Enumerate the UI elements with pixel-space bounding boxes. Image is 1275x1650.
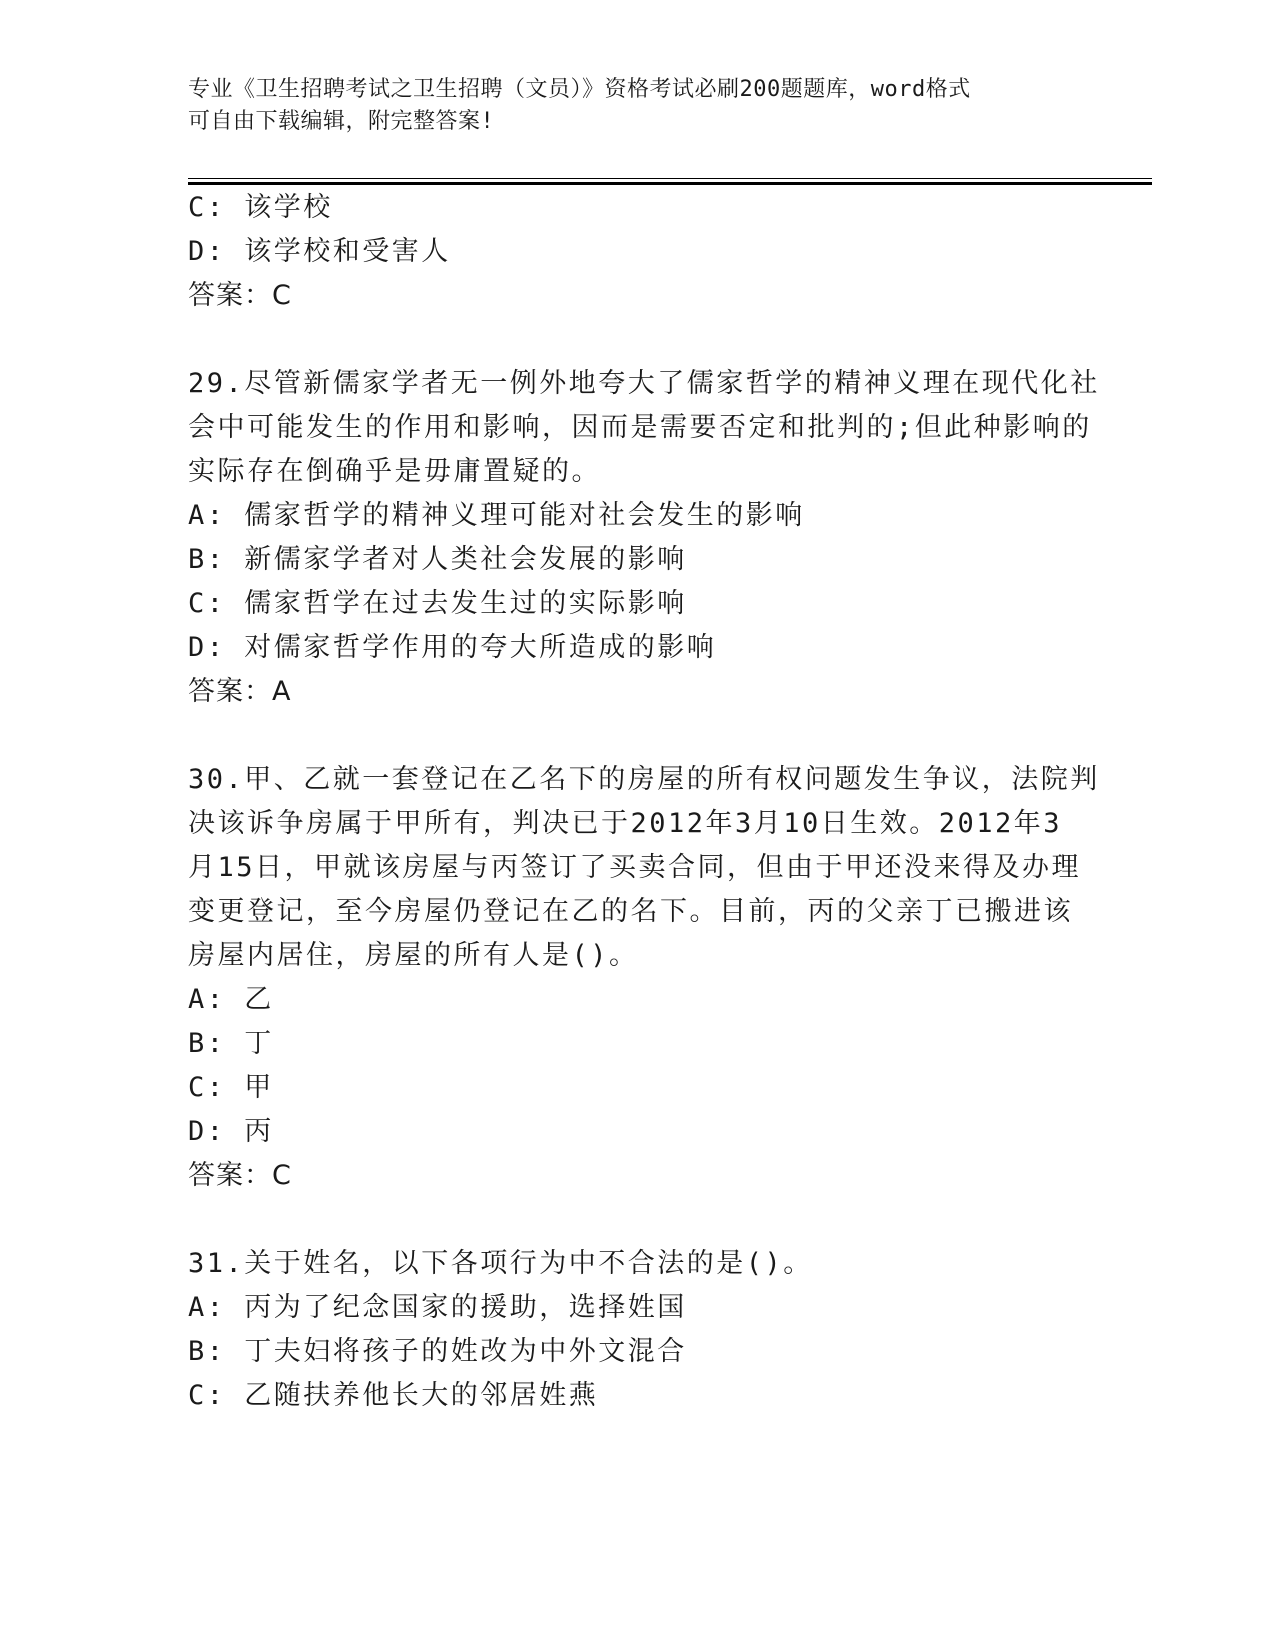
q29-stem-line-1: 29.尽管新儒家学者无一例外地夸大了儒家哲学的精神义理在现代化社 <box>188 368 1100 399</box>
q29-option-d: D: 对儒家哲学作用的夸大所造成的影响 <box>188 632 717 663</box>
q29-option-a: A: 儒家哲学的精神义理可能对社会发生的影响 <box>188 500 805 531</box>
header-rule-thin <box>188 178 1152 179</box>
q30-stem-line-3: 月15日，甲就该房屋与丙签订了买卖合同，但由于甲还没来得及办理 <box>188 852 1082 883</box>
q29-stem-line-3: 实际存在倒确乎是毋庸置疑的。 <box>188 456 601 487</box>
q28-option-d: D: 该学校和受害人 <box>188 236 451 267</box>
q29-option-b: B: 新儒家学者对人类社会发展的影响 <box>188 544 687 575</box>
q30-option-a: A: 乙 <box>188 984 274 1015</box>
q28-answer: 答案：C <box>188 280 292 311</box>
q30-option-c: C: 甲 <box>188 1072 274 1103</box>
q29-stem-line-2: 会中可能发生的作用和影响，因而是需要否定和批判的;但此种影响的 <box>188 412 1092 443</box>
q28-option-c: C: 该学校 <box>188 192 333 223</box>
q29-answer: 答案：A <box>188 676 292 707</box>
q30-option-b: B: 丁 <box>188 1028 274 1059</box>
q30-stem-line-2: 决该诉争房属于甲所有，判决已于2012年3月10日生效。2012年3 <box>188 808 1063 839</box>
page-header <box>188 74 1068 138</box>
header-rule-thick <box>188 182 1152 185</box>
q31-stem-line-1: 31.关于姓名，以下各项行为中不合法的是()。 <box>188 1248 813 1279</box>
header-line-1: 专业《卫生招聘考试之卫生招聘（文员）》资格考试必刷200题题库，word格式 <box>188 77 971 102</box>
q30-option-d: D: 丙 <box>188 1116 274 1147</box>
q29-option-c: C: 儒家哲学在过去发生过的实际影响 <box>188 588 687 619</box>
q30-stem-line-5: 房屋内居住，房屋的所有人是()。 <box>188 940 639 971</box>
q30-stem-line-4: 变更登记，至今房屋仍登记在乙的名下。目前，丙的父亲丁已搬进该 <box>188 896 1073 927</box>
q31-option-a: A: 丙为了纪念国家的援助，选择姓国 <box>188 1292 687 1323</box>
q30-stem-line-1: 30.甲、乙就一套登记在乙名下的房屋的所有权问题发生争议，法院判 <box>188 764 1100 795</box>
q31-option-c: C: 乙随扶养他长大的邻居姓燕 <box>188 1380 599 1411</box>
q31-option-b: B: 丁夫妇将孩子的姓改为中外文混合 <box>188 1336 687 1367</box>
header-line-2: 可自由下载编辑，附完整答案! <box>188 109 495 134</box>
q30-answer: 答案：C <box>188 1160 292 1191</box>
